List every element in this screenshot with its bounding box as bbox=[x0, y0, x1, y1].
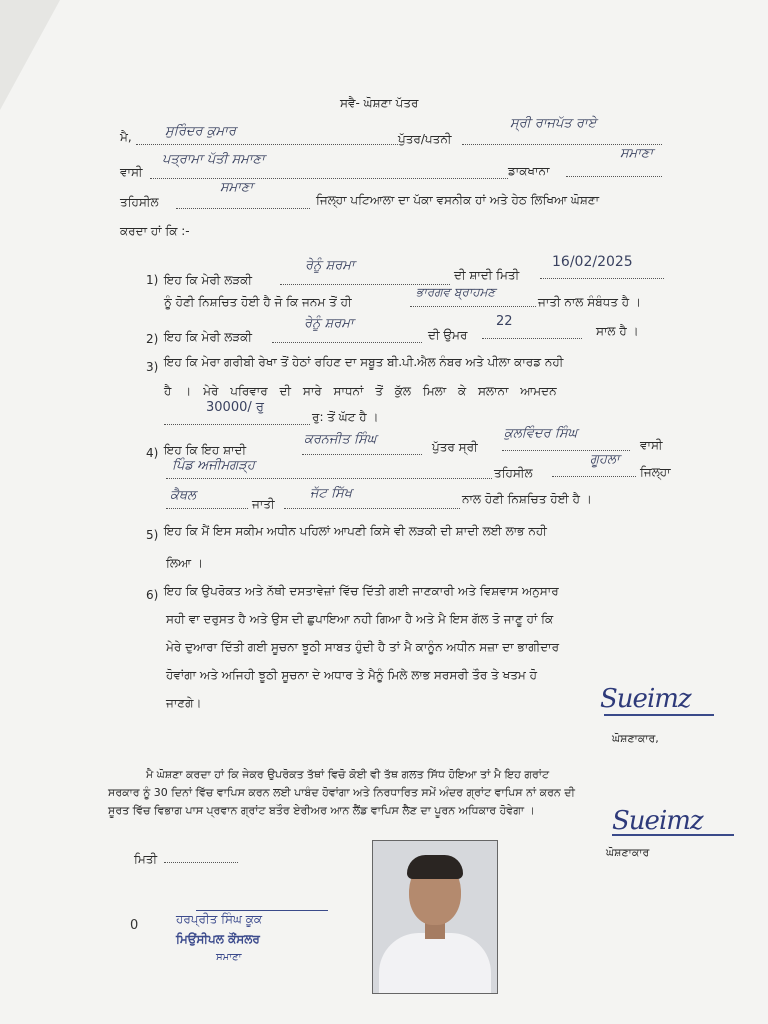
father-value: ਸ੍ਰੀ ਰਾਜਪੱਤ ਰਾਏ bbox=[510, 116, 597, 131]
item2-age-value: 22 bbox=[496, 314, 513, 329]
item4-text-end: ਨਾਲ ਹੋਣੀ ਨਿਸ਼ਚਿਤ ਹੋਈ ਹੈ । bbox=[462, 492, 592, 506]
signature-1-underline bbox=[604, 714, 714, 716]
item1-text-a: ਇਹ ਕਿ ਮੇਰੀ ਲੜਕੀ bbox=[164, 273, 252, 287]
applicant-photo bbox=[372, 840, 498, 994]
stamp-title: ਮਿਉਂਸੀਪਲ ਕੌਂਸਲਰ bbox=[176, 932, 260, 946]
item4-village-line bbox=[166, 478, 492, 479]
item1-caste-value: ਭਾਰਗਵ ਬ੍ਰਾਹਮਣ bbox=[416, 285, 496, 299]
tehsil-field-line bbox=[176, 208, 310, 209]
item4-tehsil-value: ਗੂਹਲਾ bbox=[590, 452, 620, 467]
item5-number: 5) bbox=[146, 528, 159, 542]
page-fold bbox=[0, 0, 60, 110]
signature-2: Sueimz bbox=[612, 806, 703, 836]
stamp-name: ਹਰਪ੍ਰੀਤ ਸਿੰਘ ਕੂਕ bbox=[176, 912, 263, 926]
resident-label: ਵਾਸੀ bbox=[120, 165, 143, 179]
name-field-line bbox=[136, 144, 398, 145]
item4-district-label: ਜਿਲ੍ਹਾ bbox=[640, 465, 671, 479]
item2-number: 2) bbox=[146, 332, 159, 346]
item3-income-value: 30000/ ਰੁ bbox=[206, 400, 264, 415]
item6-line4: ਹੋਵਾਂਗਾ ਅਤੇ ਅਜਿਹੀ ਝੂਠੀ ਸੂਚਨਾ ਦੇ ਅਧਾਰ ਤੇ ਮੈਨੂੰ ਮਿਲੇ ਲਾਭ ਸਰਸਰੀ ਤੌਰ ਤੇ ਖਤਮ ਹੋ bbox=[166, 668, 538, 682]
item4-groom-value: ਕਰਨਜੀਤ ਸਿੰਘ bbox=[304, 432, 377, 447]
item1-text-c: ਨੂੰ ਹੋਣੀ ਨਿਸ਼ਚਿਤ ਹੋਈ ਹੈ ਜੋ ਕਿ ਜਨਮ ਤੋਂ ਹੀ bbox=[164, 295, 352, 309]
postoffice-label: ਡਾਕਖਾਨਾ bbox=[508, 164, 550, 178]
item4-tehsil-label: ਤਹਿਸੀਲ bbox=[494, 466, 533, 480]
declaration-line2: ਸਰਕਾਰ ਨੂੰ 30 ਦਿਨਾਂ ਵਿੱਚ ਵਾਪਿਸ ਕਰਨ ਲਈ ਪਾਬੰਦ ਹੋਵਾਂਗਾ ਅਤੇ ਨਿਰਧਾਰਿਤ ਸਮੇਂ ਅੰਦਰ ਗ੍ਰਾਂਟ ਵਾਪਿਸ ਨਾਂ ਕਰਨ ਦੀ bbox=[108, 786, 575, 799]
item4-village-value: ਪਿੰਡ ਅਜੀਮਗੜ੍ਹ bbox=[172, 458, 255, 473]
item3-number: 3) bbox=[146, 360, 159, 374]
name-value: ਸੁਰਿੰਦਰ ਕੁਮਾਰ bbox=[165, 124, 236, 139]
son-of-label: ਪੁੱਤਰ/ਪਤਨੀ bbox=[398, 132, 452, 146]
item6-line2: ਸਹੀ ਵਾ ਦਰੁਸਤ ਹੈ ਅਤੇ ਉਸ ਦੀ ਛੁਪਾਇਆ ਨਹੀ ਗਿਆ ਹੈ ਅਤੇ ਮੈ ਇਸ ਗੱਲ ਤੋ ਜਾਣੂ ਹਾਂ ਕਿ bbox=[166, 612, 554, 626]
item3-income-line bbox=[164, 424, 310, 425]
item6-line3: ਮੇਰੇ ਦੁਆਰਾ ਦਿੱਤੀ ਗਈ ਸੂਚਨਾ ਝੂਠੀ ਸਾਬਤ ਹੁੰਦੀ ਹੈ ਤਾਂ ਮੈ ਕਾਨੂੰਨ ਅਧੀਨ ਸਜ਼ਾ ਦਾ ਭਾਗੀਦਾਰ bbox=[166, 640, 560, 654]
declaration-line1: ਮੈ ਘੋਸ਼ਣਾ ਕਰਦਾ ਹਾਂ ਕਿ ਜੇਕਰ ਉਪਰੋਕਤ ਤੱਥਾਂ ਵਿਚੋ ਕੋਈ ਵੀ ਤੱਥ ਗਲਤ ਸਿੱਧ ਹੋਇਆ ਤਾਂ ਮੈ ਇਹ ਗਰਾਂਟ bbox=[146, 768, 550, 781]
postoffice-field-line bbox=[566, 176, 662, 177]
item1-date-line bbox=[540, 278, 664, 279]
item4-groom-line bbox=[302, 454, 422, 455]
date-label: ਮਿਤੀ bbox=[134, 852, 158, 866]
item4-tehsil-line bbox=[552, 476, 636, 477]
item1-number: 1) bbox=[146, 273, 159, 287]
father-field-line bbox=[462, 144, 662, 145]
item2-age-line bbox=[482, 338, 582, 339]
item5-line2: ਲਿਆ । bbox=[166, 556, 203, 570]
main-label: ਮੈ, bbox=[120, 130, 132, 144]
item4-district-line bbox=[166, 508, 248, 509]
item1-daughter-value: ਰੇਨੂੰ ਸ਼ਰਮਾ bbox=[305, 258, 355, 273]
item5-line1: ਇਹ ਕਿ ਮੈਂ ਇਸ ਸਕੀਮ ਅਧੀਨ ਪਹਿਲਾਂ ਆਪਣੀ ਕਿਸੇ ਵੀ ਲੜਕੀ ਦੀ ਸ਼ਾਦੀ ਲਈ ਲਾਭ ਨਹੀ bbox=[164, 524, 547, 538]
item1-text-d: ਜਾਤੀ ਨਾਲ ਸੰਬੰਧਤ ਹੈ । bbox=[538, 295, 642, 309]
item4-caste-line bbox=[284, 508, 460, 509]
item6-number: 6) bbox=[146, 588, 159, 602]
item1-date-value: 16/02/2025 bbox=[552, 254, 633, 270]
date-line bbox=[164, 862, 238, 863]
tehsil-value: ਸਮਾਣਾ bbox=[220, 180, 254, 195]
resident-value: ਪਤ੍ਰਾਮਾ ਪੱਤੀ ਸਮਾਣਾ bbox=[162, 152, 265, 167]
stamp-sub: ਸਮਾਣਾ bbox=[216, 952, 242, 963]
document-title: ਸਵੈ- ਘੋਸ਼ਣਾ ਪੱਤਰ bbox=[340, 96, 419, 110]
item2-daughter-value: ਰੇਨੂੰ ਸ਼ਰਮਾ bbox=[304, 316, 354, 331]
stamp-left-mark: 0 bbox=[130, 918, 139, 933]
item2-text-a: ਇਹ ਕਿ ਮੇਰੀ ਲੜਕੀ bbox=[164, 330, 252, 344]
item2-text-c: ਸਾਲ ਹੈ । bbox=[596, 324, 639, 338]
item1-caste-line bbox=[410, 306, 536, 307]
item3-line3: ਰੁ: ਤੋਂ ਘੱਟ ਹੈ । bbox=[312, 410, 379, 424]
item6-line1: ਇਹ ਕਿ ਉਪਰੋਕਤ ਅਤੇ ਨੱਥੀ ਦਸਤਾਵੇਜ਼ਾਂ ਵਿੱਚ ਦਿੱਤੀ ਗਈ ਜਾਣਕਾਰੀ ਅਤੇ ਵਿਸ਼ਵਾਸ ਅਨੁਸਾਰ bbox=[164, 584, 559, 598]
item4-resident-label: ਵਾਸੀ bbox=[640, 438, 663, 452]
signature-2-label: ਘੋਸ਼ਣਾਕਾਰ bbox=[606, 846, 650, 859]
item2-text-b: ਦੀ ਉਮਰ bbox=[428, 328, 468, 342]
signature-1-label: ਘੋਸ਼ਣਾਕਾਰ, bbox=[612, 732, 659, 745]
resident-field-line bbox=[150, 178, 508, 179]
item4-text-a: ਇਹ ਕਿ ਇਹ ਸ਼ਾਦੀ bbox=[164, 443, 247, 457]
tehsil-line-text: ਜਿਲ੍ਹਾ ਪਟਿਆਲਾ ਦਾ ਪੱਕਾ ਵਸਨੀਕ ਹਾਂ ਅਤੇ ਹੇਠ ਲਿਖਿਆ ਘੋਸ਼ਣਾ bbox=[316, 193, 600, 207]
item6-line5: ਜਾਣਗੇ। bbox=[166, 696, 202, 710]
item3-line1: ਇਹ ਕਿ ਮੇਰਾ ਗਰੀਬੀ ਰੇਖਾ ਤੋਂ ਹੇਠਾਂ ਰਹਿਣ ਦਾ ਸਬੂਤ ਬੀ.ਪੀ.ਐਲ ਨੰਬਰ ਅਤੇ ਪੀਲਾ ਕਾਰਡ ਨਹੀ bbox=[164, 355, 564, 369]
stamp-signature-line bbox=[196, 910, 328, 911]
item4-son-label: ਪੁੱਤਰ ਸ੍ਰੀ bbox=[432, 440, 478, 454]
declaration-line3: ਸੂਰਤ ਵਿੱਚ ਵਿਭਾਗ ਪਾਸ ਪ੍ਰਵਾਨ ਗ੍ਰਾਂਟ ਬਤੌਰ ਏਰੀਅਰ ਆਨ ਲੈਂਡ ਵਾਪਿਸ ਲੈਣ ਦਾ ਪੂਰਨ ਅਧਿਕਾਰ ਹੋਵੇਗਾ । bbox=[108, 804, 535, 817]
item4-number: 4) bbox=[146, 446, 159, 460]
item2-daughter-line bbox=[272, 342, 422, 343]
tehsil-label: ਤਹਿਸੀਲ bbox=[120, 195, 159, 209]
postoffice-value: ਸਮਾਣਾ bbox=[620, 146, 654, 161]
item4-groom-father-value: ਕੁਲਵਿੰਦਰ ਸਿੰਘ bbox=[504, 426, 578, 441]
item4-caste-label: ਜਾਤੀ bbox=[252, 497, 275, 511]
signature-1: Sueimz bbox=[600, 684, 691, 714]
declare-line: ਕਰਦਾ ਹਾਂ ਕਿ :- bbox=[120, 224, 190, 238]
item4-district-value: ਕੈਥਲ bbox=[170, 488, 196, 503]
item1-text-b: ਦੀ ਸ਼ਾਦੀ ਮਿਤੀ bbox=[454, 268, 520, 282]
item4-father-line bbox=[502, 450, 630, 451]
item3-line2: ਹੈ । ਮੇਰੇ ਪਰਿਵਾਰ ਦੀ ਸਾਰੇ ਸਾਧਨਾਂ ਤੋਂ ਕੁੱਲ ਮਿਲਾ ਕੇ ਸਲਾਨਾ ਆਮਦਨ bbox=[164, 384, 557, 398]
signature-2-underline bbox=[612, 834, 734, 836]
item4-caste-value: ਜੱਟ ਸਿੱਖ bbox=[310, 486, 353, 501]
